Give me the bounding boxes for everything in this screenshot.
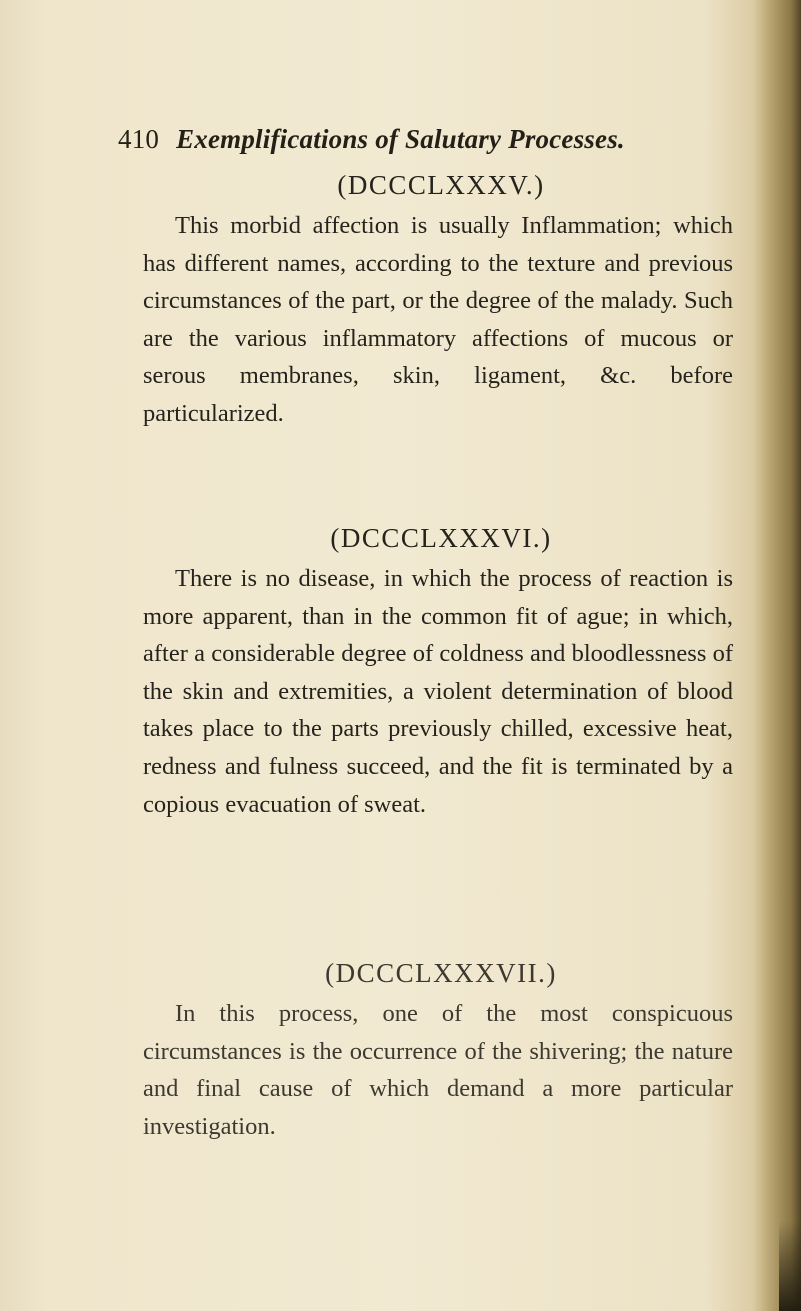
section-paragraph — [143, 207, 733, 433]
section-dccclxxxv — [143, 170, 733, 433]
section-dccclxxxvii — [143, 958, 733, 1145]
page-edge-shadow — [753, 0, 801, 1311]
section-text: This morbid affection is usually Inflammation; which has different names, according to the texture and previous circumstances of the part, or the degree of the malady. Such are the various inflammatory affections of mucous or serous membranes, skin, ligament, &c. before particularized. — [143, 212, 733, 427]
section-heading: (DCCCLXXXVII.) — [325, 958, 557, 988]
page-number: 410 — [118, 124, 160, 154]
running-head — [118, 124, 625, 155]
section-text: There is no disease, in which the process of reaction is more apparent, than in the common fit of ague; in which, after a considerable degree of coldness and bloodlessness of the skin and extremities, a violent determination of blood takes place to the parts previously chilled, excessive heat, redness and fulness succeed, and the fit is terminated by a copious evacuation of sweat. — [143, 565, 733, 818]
section-text: In this process, one of the most conspicuous circumstances is the occurrence of the shivering; the nature and final cause of which demand a more particular investigation. — [143, 1000, 733, 1140]
page-corner-shadow — [779, 1221, 801, 1311]
section-dccclxxxvi — [143, 523, 733, 823]
section-paragraph — [143, 995, 733, 1145]
running-head-title: Exemplifications of Salutary Processes. — [176, 124, 625, 154]
section-heading: (DCCCLXXXV.) — [337, 170, 545, 200]
section-heading: (DCCCLXXXVI.) — [330, 523, 552, 553]
section-paragraph — [143, 560, 733, 823]
